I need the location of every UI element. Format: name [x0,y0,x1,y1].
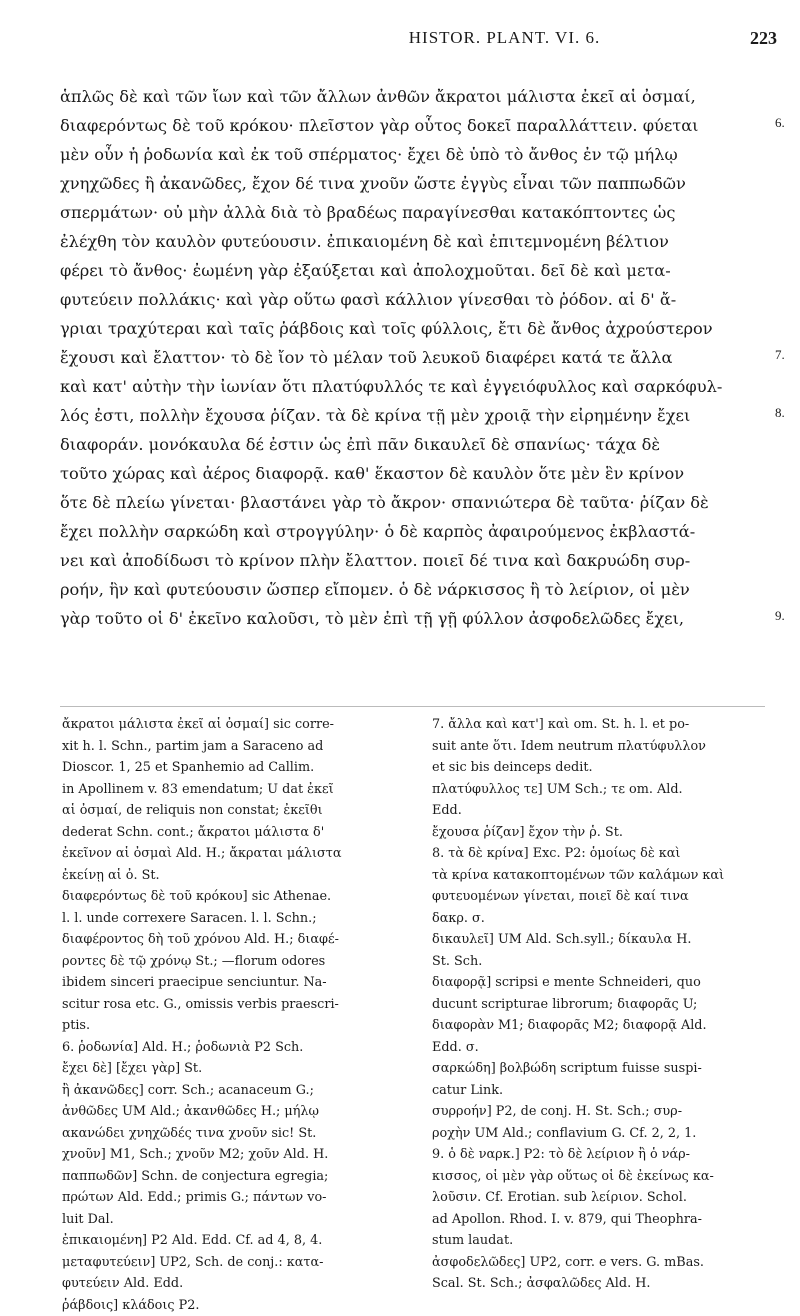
apparatus-line: Edd. σ. [432,1037,762,1059]
apparatus-line: et sic bis deinceps dedit. [432,757,762,779]
apparatus-line: ἢ ἀκανῶδες] corr. Sch.; acanaceum G.; [62,1080,392,1102]
main-text-line: ἁπλῶς δὲ καὶ τῶν ἴων καὶ τῶν ἄλλων ἀνθῶν ἄκρατοι μάλιστα ἐκεῖ αἱ ὀσμαί, [60,82,765,111]
apparatus-line: ἔχει δὲ] [ἔχει γὰρ] St. [62,1058,392,1080]
page-number: 223 [750,28,777,49]
apparatus-line: catur Link. [432,1080,762,1102]
apparatus-line: χνοῦν] M1, Sch.; χνοῦν M2; χοῦν Ald. H. [62,1144,392,1166]
apparatus-line: in Apollinem v. 83 emendatum; U dat ἐκεῖ [62,779,392,801]
margin-section-number: 8. [775,405,795,421]
apparatus-line: dederat Schn. cont.; ἄκρατοι μάλιστα δ' [62,822,392,844]
apparatus-line: scitur rosa etc. G., omissis verbis praescri- [62,994,392,1016]
apparatus-line: σαρκώδη] βολβώδη scriptum fuisse suspi- [432,1058,762,1080]
main-text-line: λός ἐστι, πολλὴν ἔχουσα ῥίζαν. τὰ δὲ κρίνα τῇ μὲν χροιᾷ τὴν εἰρημένην ἔχει [60,401,765,430]
apparatus-line: ῥάβδοις] κλάδοις P2. [62,1295,392,1316]
main-text-line: ροήν, ἣν καὶ φυτεύουσιν ὥσπερ εἴπομεν. ὁ δὲ νάρκισσος ἢ τὸ λείριον, οἱ μὲν [60,575,765,604]
apparatus-line: διαφορᾷ] scripsi e mente Schneideri, quo [432,972,762,994]
apparatus-line: φυτευομένων γίνεται, ποιεῖ δὲ καί τινα [432,886,762,908]
main-text-line: μὲν οὖν ἡ ῥοδωνία καὶ ἐκ τοῦ σπέρματος· ἔχει δὲ ὑπὸ τὸ ἄνθος ἐν τῷ μήλῳ [60,140,765,169]
main-text-line: ἐλέχθη τὸν καυλὸν φυτεύουσιν. ἐπικαιομένη δὲ καὶ ἐπιτεμνομένη βέλτιον [60,227,765,256]
main-text-line: φυτεύειν πολλάκις· καὶ γὰρ οὕτω φασὶ κάλλιον γίνεσθαι τὸ ῥόδον. αἱ δ' ἄ- [60,285,765,314]
main-text [60,82,765,633]
apparatus-line: ἀσφοδελῶδες] UP2, corr. e vers. G. mBas. [432,1252,762,1274]
apparatus-line: λοῦσιν. Cf. Erotian. sub λείριον. Schol. [432,1187,762,1209]
apparatus-line: xit h. l. Schn., partim jam a Saraceno ad [62,736,392,758]
apparatus-divider [60,706,765,707]
margin-section-number: 7. [775,347,795,363]
apparatus-line: Edd. [432,800,762,822]
apparatus-line: ἀνθῶδες UM Ald.; ἀκανθῶδες H.; μήλῳ [62,1101,392,1123]
main-text-line: διαφερόντως δὲ τοῦ κρόκου· πλεῖστον γὰρ οὗτος δοκεῖ παραλλάττειν. φύεται [60,111,765,140]
main-text-line: γριαι τραχύτεραι καὶ ταῖς ῥάβδοις καὶ τοῖς φύλλοις, ἔτι δὲ ἄνθος ἀχρούστερον [60,314,765,343]
apparatus-line: l. l. unde correxere Saracen. l. l. Schn.; [62,908,392,930]
main-text-line: χνηχῶδες ἢ ἀκανῶδες, ἔχον δέ τινα χνοῦν ὥστε ἐγγὺς εἶναι τῶν παππωδῶν [60,169,765,198]
main-text-line: γὰρ τοῦτο οἱ δ' ἐκεῖνο καλοῦσι, τὸ μὲν ἐπὶ τῇ γῇ φύλλον ἀσφοδελῶδες ἔχει, [60,604,765,633]
apparatus-left-column [62,714,392,1316]
apparatus-line: Dioscor. 1, 25 et Spanhemio ad Callim. [62,757,392,779]
apparatus-line: ἐκεῖνον αἱ ὀσμαὶ Ald. H.; ἄκραται μάλιστα [62,843,392,865]
page-header [232,28,777,54]
apparatus-line: 6. ῥοδωνία] Ald. H.; ῥοδωνιὰ P2 Sch. [62,1037,392,1059]
apparatus-line: ptis. [62,1015,392,1037]
main-text-line: φέρει τὸ ἄνθος· ἐωμένη γὰρ ἐξαύξεται καὶ ἀπολοχμοῦται. δεῖ δὲ καὶ μετα- [60,256,765,285]
apparatus-line: δικαυλεῖ] UM Ald. Sch.syll.; δίκαυλα H. [432,929,762,951]
apparatus-line: πρώτων Ald. Edd.; primis G.; πάντων vo- [62,1187,392,1209]
apparatus-line: suit ante ὅτι. Idem neutrum πλατύφυλλον [432,736,762,758]
apparatus-line: ad Apollon. Rhod. I. v. 879, qui Theophra- [432,1209,762,1231]
apparatus-line: ἐκείνῃ αἱ ὀ. St. [62,865,392,887]
apparatus-line: ducunt scripturae librorum; διαφορᾶς U; [432,994,762,1016]
main-text-line: τοῦτο χώρας καὶ ἀέρος διαφορᾷ. καθ' ἕκαστον δὲ καυλὸν ὅτε μὲν ἓν κρίνον [60,459,765,488]
apparatus-line: ἐπικαιομένη] P2 Ald. Edd. Cf. ad 4, 8, 4. [62,1230,392,1252]
apparatus-line: συρροήν] P2, de conj. H. St. Sch.; συρ- [432,1101,762,1123]
main-text-line: καὶ κατ' αὐτὴν τὴν ἰωνίαν ὅτι πλατύφυλλός τε καὶ ἐγγειόφυλλος καὶ σαρκόφυλ- [60,372,765,401]
apparatus-line: ροχὴν UM Ald.; conflavium G. Cf. 2, 2, 1. [432,1123,762,1145]
apparatus-line: πλατύφυλλος τε] UM Sch.; τε om. Ald. [432,779,762,801]
apparatus-line: αἱ ὀσμαί, de reliquis non constat; ἐκεῖθι [62,800,392,822]
apparatus-line: ροντες δὲ τῷ χρόνῳ St.; —florum odores [62,951,392,973]
apparatus-line: δακρ. σ. [432,908,762,930]
apparatus-line: ακανώδει χνηχῶδές τινα χνοῦν sic! St. [62,1123,392,1145]
apparatus-line: 9. ὁ δὲ ναρκ.] P2: τὸ δὲ λείριον ἢ ὁ νάρ- [432,1144,762,1166]
apparatus-line: stum laudat. [432,1230,762,1252]
running-head: HISTOR. PLANT. VI. 6. [232,28,777,48]
apparatus-line: τὰ κρίνα κατακοπτομένων τῶν καλάμων καὶ [432,865,762,887]
main-text-line: ὅτε δὲ πλείω γίνεται· βλαστάνει γὰρ τὸ ἄκρον· σπανιώτερα δὲ ταῦτα· ῥίζαν δὲ [60,488,765,517]
margin-section-number: 9. [775,608,795,624]
apparatus-line: διαφερόντως δὲ τοῦ κρόκου] sic Athenae. [62,886,392,908]
apparatus-line: κισσος, οἱ μὲν γὰρ οὕτως οἱ δὲ ἐκείνως κα- [432,1166,762,1188]
apparatus-line: St. Sch. [432,951,762,973]
apparatus-line: ἔχουσα ῥίζαν] ἔχον τὴν ῥ. St. [432,822,762,844]
apparatus-line: φυτεύειν Ald. Edd. [62,1273,392,1295]
apparatus-line: ἄκρατοι μάλιστα ἐκεῖ αἱ ὀσμαί] sic corre- [62,714,392,736]
main-text-line: νει καὶ ἀποδίδωσι τὸ κρίνον πλὴν ἔλαττον. ποιεῖ δέ τινα καὶ δακρυώδη συρ- [60,546,765,575]
apparatus-line: 7. ἄλλα καὶ κατ'] καὶ om. St. h. l. et po- [432,714,762,736]
apparatus-right-column [432,714,762,1295]
apparatus-line: παππωδῶν] Schn. de conjectura egregia; [62,1166,392,1188]
main-text-line: σπερμάτων· οὐ μὴν ἀλλὰ διὰ τὸ βραδέως παραγίνεσθαι κατακόπτοντες ὡς [60,198,765,227]
apparatus-line: Scal. St. Sch.; ἀσφαλῶδες Ald. H. [432,1273,762,1295]
main-text-line: ἔχουσι καὶ ἔλαττον· τὸ δὲ ἴον τὸ μέλαν τοῦ λευκοῦ διαφέρει κατά τε ἄλλα [60,343,765,372]
main-text-line: διαφοράν. μονόκαυλα δέ ἐστιν ὡς ἐπὶ πᾶν δικαυλεῖ δὲ σπανίως· τάχα δὲ [60,430,765,459]
apparatus-line: διαφορὰν M1; διαφορᾶς M2; διαφορᾷ Ald. [432,1015,762,1037]
main-text-line: ἔχει πολλὴν σαρκώδη καὶ στρογγύλην· ὁ δὲ καρπὸς ἀφαιρούμενος ἐκβλαστά- [60,517,765,546]
apparatus-line: ibidem sinceri praecipue senciuntur. Na- [62,972,392,994]
apparatus-line: luit Dal. [62,1209,392,1231]
apparatus-line: μεταφυτεύειν] UP2, Sch. de conj.: κατα- [62,1252,392,1274]
apparatus-line: 8. τὰ δὲ κρίνα] Exc. P2: ὁμοίως δὲ καὶ [432,843,762,865]
apparatus-line: διαφέροντος δὴ τοῦ χρόνου Ald. H.; διαφέ- [62,929,392,951]
margin-section-number: 6. [775,115,795,131]
